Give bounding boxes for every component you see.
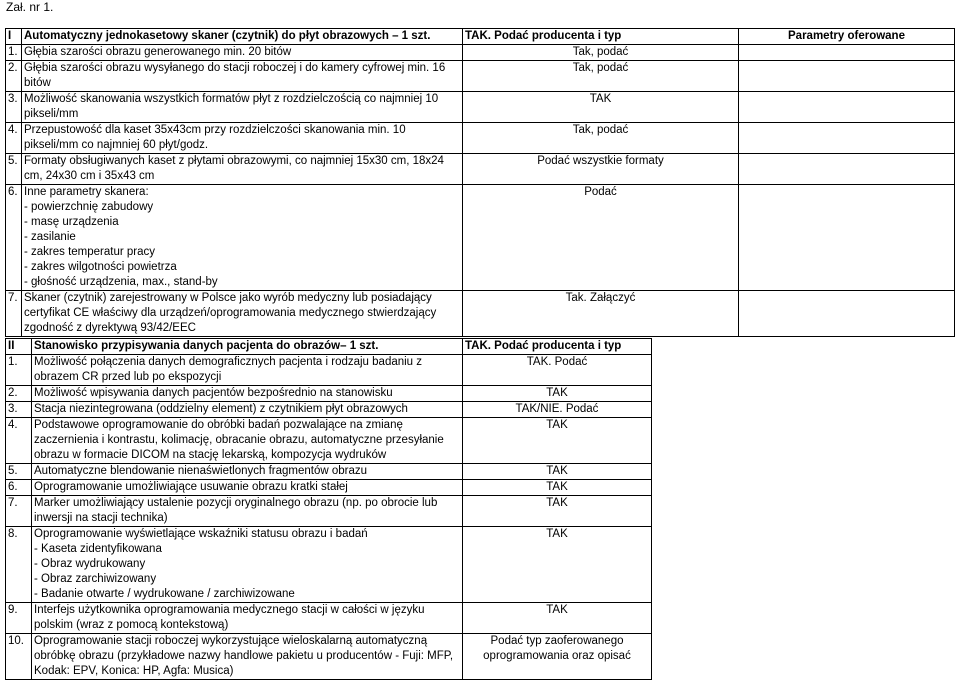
section1-header-row xyxy=(6,29,955,45)
row-requirement: TAK xyxy=(463,92,739,123)
table-row xyxy=(6,418,652,464)
row-description: Możliwość połączenia danych demograficznych pacjenta i rodzaju badaniu z obrazem CR przed lub po ekspozycji xyxy=(32,355,463,386)
row-description: Marker umożliwiający ustalenie pozycji oryginalnego obrazu (np. po obrocie lub inwersji na stacji technika) xyxy=(32,496,463,527)
section1-col-offer: Parametry oferowane xyxy=(739,29,955,45)
row-requirement: TAK xyxy=(463,603,652,634)
table-row xyxy=(6,123,955,154)
row-number: 3. xyxy=(6,92,22,123)
row-number: 9. xyxy=(6,603,32,634)
row-number: 2. xyxy=(6,61,22,92)
table-row xyxy=(6,291,955,337)
row-number: 6. xyxy=(6,185,22,291)
section2-col-req: TAK. Podać producenta i typ xyxy=(463,339,652,355)
row-requirement: TAK xyxy=(463,418,652,464)
row-number: 7. xyxy=(6,496,32,527)
station-spec-table xyxy=(5,338,652,680)
row-requirement: Tak, podać xyxy=(463,45,739,61)
table-row xyxy=(6,527,652,603)
row-requirement: TAK xyxy=(463,480,652,496)
offered-value-cell[interactable] xyxy=(739,92,955,123)
row-requirement: TAK/NIE. Podać xyxy=(463,402,652,418)
row-description: Oprogramowanie wyświetlające wskaźniki statusu obrazu i badań - Kaseta zidentyfikowana - Obraz wydrukowany - Obraz zarchiwizowany - Badanie otwarte / wydrukowane / zarchiwizowane xyxy=(32,527,463,603)
row-description: Formaty obsługiwanych kaset z płytami obrazowymi, co najmniej 15x30 cm, 18x24 cm, 24x30 cm i 35x43 cm xyxy=(22,154,463,185)
row-description: Przepustowość dla kaset 35x43cm przy rozdzielczości skanowania min. 10 pikseli/mm co najmniej 60 płyt/godz. xyxy=(22,123,463,154)
row-number: 10. xyxy=(6,634,32,680)
offered-value-cell[interactable] xyxy=(739,61,955,92)
row-description: Skaner (czytnik) zarejestrowany w Polsce jako wyrób medyczny lub posiadający certyfikat CE właściwy dla urządzeń/oprogramowania medycznego stwierdzający zgodność z dyrektywą 93/42/EEC xyxy=(22,291,463,337)
row-requirement: Tak, podać xyxy=(463,61,739,92)
row-description: Głębia szarości obrazu wysyłanego do stacji roboczej i do kamery cyfrowej min. 16 bitów xyxy=(22,61,463,92)
row-requirement: Podać xyxy=(463,185,739,291)
section1-roman: I xyxy=(6,29,22,45)
table-row xyxy=(6,45,955,61)
section2-header-row xyxy=(6,339,652,355)
row-number: 5. xyxy=(6,464,32,480)
row-number: 1. xyxy=(6,45,22,61)
row-number: 7. xyxy=(6,291,22,337)
table-row xyxy=(6,386,652,402)
offered-value-cell[interactable] xyxy=(739,123,955,154)
offered-value-cell[interactable] xyxy=(739,185,955,291)
row-description: Oprogramowanie stacji roboczej wykorzystujące wieloskalarną automatyczną obróbkę obrazu (przykładowe nazwy handlowe pakietu u producentów - Fuji: MFP, Kodak: EPV, Konica: HP, Agfa: Musica) xyxy=(32,634,463,680)
table-row xyxy=(6,464,652,480)
row-description: Stacja niezintegrowana (oddzielny element) z czytnikiem płyt obrazowych xyxy=(32,402,463,418)
row-number: 8. xyxy=(6,527,32,603)
section1-col-req: TAK. Podać producenta i typ xyxy=(463,29,739,45)
row-requirement: Tak. Załączyć xyxy=(463,291,739,337)
offered-value-cell[interactable] xyxy=(739,45,955,61)
row-requirement: TAK xyxy=(463,496,652,527)
table-row xyxy=(6,185,955,291)
row-number: 5. xyxy=(6,154,22,185)
table-row xyxy=(6,154,955,185)
table-row xyxy=(6,402,652,418)
row-number: 2. xyxy=(6,386,32,402)
row-requirement: TAK xyxy=(463,527,652,603)
table-row xyxy=(6,496,652,527)
row-number: 1. xyxy=(6,355,32,386)
table-row xyxy=(6,603,652,634)
row-description: Interfejs użytkownika oprogramowania medycznego stacji w całości w języku polskim (wraz z pomocą kontekstową) xyxy=(32,603,463,634)
attachment-label: Zał. nr 1. xyxy=(6,0,54,14)
row-number: 4. xyxy=(6,123,22,154)
row-description: Automatyczne blendowanie nienaświetlonych fragmentów obrazu xyxy=(32,464,463,480)
table-row xyxy=(6,480,652,496)
row-description: Głębia szarości obrazu generowanego min. 20 bitów xyxy=(22,45,463,61)
row-number: 3. xyxy=(6,402,32,418)
row-requirement: Podać wszystkie formaty xyxy=(463,154,739,185)
row-number: 6. xyxy=(6,480,32,496)
offered-value-cell[interactable] xyxy=(739,154,955,185)
row-description: Oprogramowanie umożliwiające usuwanie obrazu kratki stałej xyxy=(32,480,463,496)
row-description: Możliwość skanowania wszystkich formatów płyt z rozdzielczością co najmniej 10 pikseli/mm xyxy=(22,92,463,123)
row-requirement: Podać typ zaoferowanego oprogramowania oraz opisać xyxy=(463,634,652,680)
row-number: 4. xyxy=(6,418,32,464)
row-requirement: Tak, podać xyxy=(463,123,739,154)
row-description: Podstawowe oprogramowanie do obróbki badań pozwalające na zmianę zaczernienia i kontrastu, kolimację, obracanie obrazu, automatyczne przesyłanie obrazu w formacie DICOM na stację lekarską, kompozycja wydruków xyxy=(32,418,463,464)
offered-value-cell[interactable] xyxy=(739,291,955,337)
section2-title: Stanowisko przypisywania danych pacjenta do obrazów– 1 szt. xyxy=(32,339,463,355)
row-requirement: TAK xyxy=(463,386,652,402)
row-requirement: TAK xyxy=(463,464,652,480)
row-requirement: TAK. Podać xyxy=(463,355,652,386)
table-row xyxy=(6,61,955,92)
scanner-spec-table xyxy=(5,28,955,337)
section2-roman: II xyxy=(6,339,32,355)
section1-title: Automatyczny jednokasetowy skaner (czytnik) do płyt obrazowych – 1 szt. xyxy=(22,29,463,45)
table-row xyxy=(6,355,652,386)
table-row xyxy=(6,92,955,123)
row-description: Możliwość wpisywania danych pacjentów bezpośrednio na stanowisku xyxy=(32,386,463,402)
row-description: Inne parametry skanera: - powierzchnię zabudowy - masę urządzenia - zasilanie - zakres temperatur pracy - zakres wilgotności powietrza - głośność urządzenia, max., stand-by xyxy=(22,185,463,291)
table-row xyxy=(6,634,652,680)
